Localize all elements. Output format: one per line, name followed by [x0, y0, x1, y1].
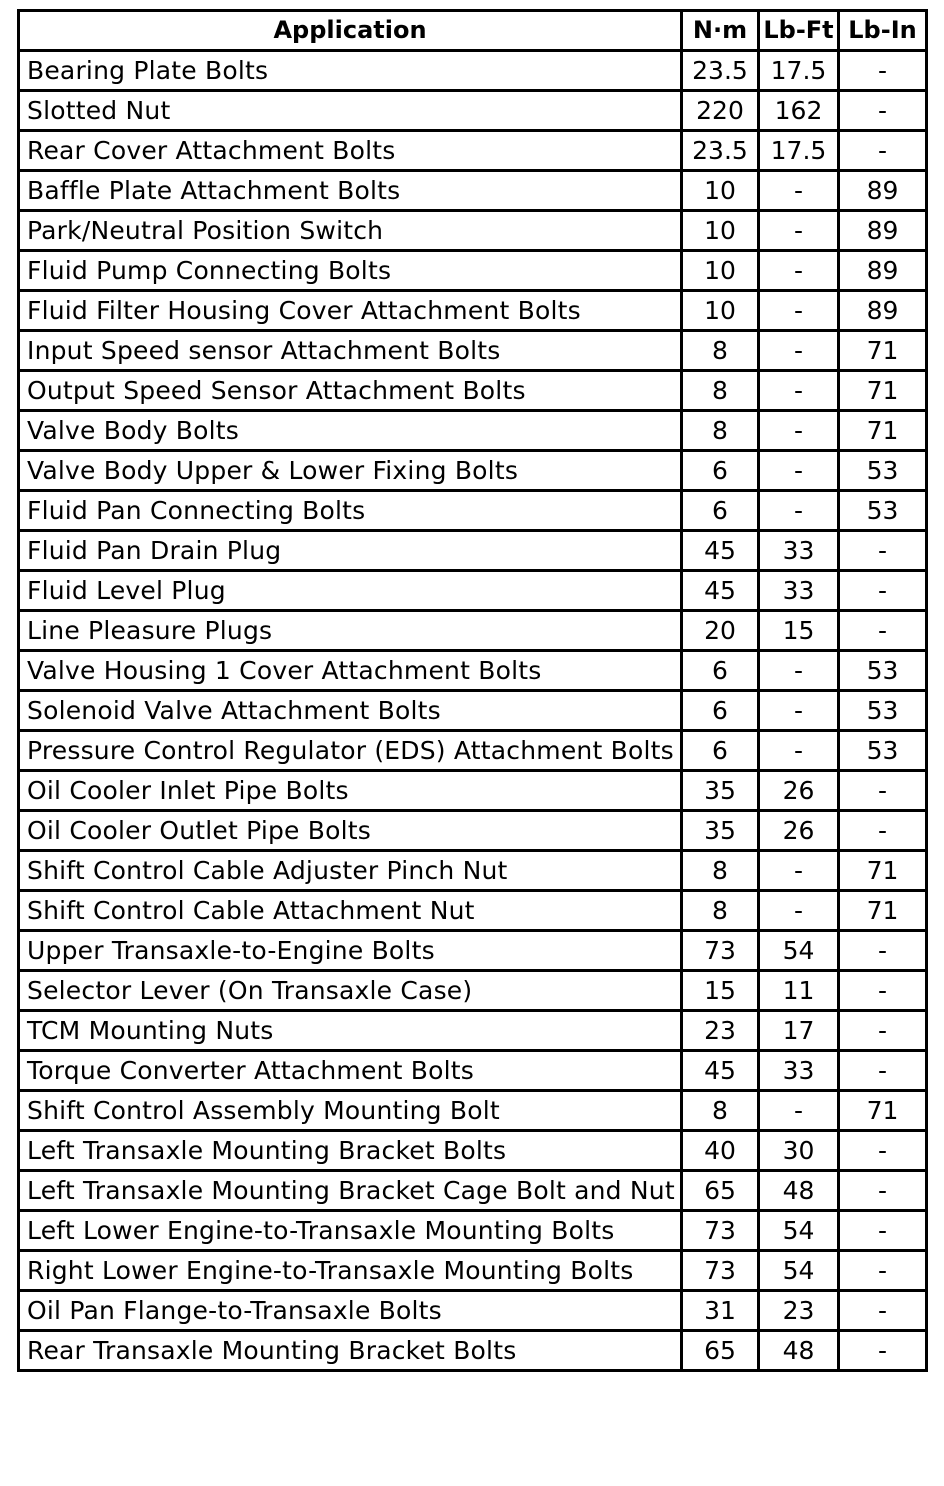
cell-lbin: -: [839, 1051, 927, 1091]
cell-application: Fluid Filter Housing Cover Attachment Bolts: [19, 291, 682, 331]
cell-nm: 10: [682, 251, 759, 291]
table-row: [19, 491, 927, 531]
cell-lbft: 17: [759, 1011, 839, 1051]
cell-application: Baffle Plate Attachment Bolts: [19, 171, 682, 211]
cell-application: Oil Pan Flange-to-Transaxle Bolts: [19, 1291, 682, 1331]
cell-lbin: -: [839, 931, 927, 971]
table-row: [19, 771, 927, 811]
cell-application: Selector Lever (On Transaxle Case): [19, 971, 682, 1011]
table-row: [19, 451, 927, 491]
cell-nm: 8: [682, 371, 759, 411]
cell-application: Solenoid Valve Attachment Bolts: [19, 691, 682, 731]
table-row: [19, 411, 927, 451]
table-row: [19, 331, 927, 371]
cell-lbft: -: [759, 691, 839, 731]
cell-lbft: 54: [759, 1251, 839, 1291]
table-row: [19, 1131, 927, 1171]
cell-application: Valve Body Upper & Lower Fixing Bolts: [19, 451, 682, 491]
cell-application: Upper Transaxle-to-Engine Bolts: [19, 931, 682, 971]
table-row: [19, 1091, 927, 1131]
cell-lbin: 89: [839, 171, 927, 211]
cell-lbin: -: [839, 51, 927, 91]
cell-lbft: -: [759, 851, 839, 891]
cell-lbft: 17.5: [759, 131, 839, 171]
cell-lbin: -: [839, 131, 927, 171]
table-row: [19, 971, 927, 1011]
cell-application: Left Lower Engine-to-Transaxle Mounting Bolts: [19, 1211, 682, 1251]
table-row: [19, 691, 927, 731]
cell-nm: 40: [682, 1131, 759, 1171]
cell-nm: 10: [682, 211, 759, 251]
cell-lbft: 11: [759, 971, 839, 1011]
cell-nm: 6: [682, 491, 759, 531]
cell-lbin: -: [839, 1131, 927, 1171]
cell-lbft: -: [759, 891, 839, 931]
cell-application: Bearing Plate Bolts: [19, 51, 682, 91]
cell-nm: 8: [682, 411, 759, 451]
table-row: [19, 131, 927, 171]
cell-nm: 6: [682, 651, 759, 691]
cell-application: Input Speed sensor Attachment Bolts: [19, 331, 682, 371]
cell-lbin: 53: [839, 451, 927, 491]
table-row: [19, 1251, 927, 1291]
cell-application: Left Transaxle Mounting Bracket Cage Bolt and Nut: [19, 1171, 682, 1211]
cell-lbft: -: [759, 331, 839, 371]
cell-lbft: 48: [759, 1331, 839, 1371]
cell-application: Valve Housing 1 Cover Attachment Bolts: [19, 651, 682, 691]
cell-nm: 6: [682, 451, 759, 491]
table-header: [19, 11, 927, 51]
cell-lbft: 26: [759, 811, 839, 851]
cell-application: TCM Mounting Nuts: [19, 1011, 682, 1051]
table-row: [19, 371, 927, 411]
cell-application: Oil Cooler Inlet Pipe Bolts: [19, 771, 682, 811]
cell-lbft: 15: [759, 611, 839, 651]
table-row: [19, 1331, 927, 1371]
table-row: [19, 1011, 927, 1051]
cell-nm: 65: [682, 1331, 759, 1371]
cell-lbin: 71: [839, 411, 927, 451]
cell-application: Fluid Pan Connecting Bolts: [19, 491, 682, 531]
cell-nm: 45: [682, 531, 759, 571]
cell-application: Fluid Level Plug: [19, 571, 682, 611]
cell-application: Rear Transaxle Mounting Bracket Bolts: [19, 1331, 682, 1371]
cell-lbft: -: [759, 251, 839, 291]
cell-lbin: -: [839, 1291, 927, 1331]
cell-application: Rear Cover Attachment Bolts: [19, 131, 682, 171]
cell-nm: 20: [682, 611, 759, 651]
header-lbft: Lb-Ft: [759, 11, 839, 51]
cell-lbin: -: [839, 571, 927, 611]
cell-lbin: -: [839, 531, 927, 571]
cell-lbin: 53: [839, 731, 927, 771]
cell-nm: 73: [682, 1211, 759, 1251]
cell-nm: 8: [682, 851, 759, 891]
cell-lbin: 53: [839, 651, 927, 691]
header-nm: N·m: [682, 11, 759, 51]
cell-lbin: 53: [839, 691, 927, 731]
cell-nm: 8: [682, 331, 759, 371]
cell-lbin: -: [839, 1211, 927, 1251]
cell-lbft: -: [759, 451, 839, 491]
cell-lbin: 89: [839, 291, 927, 331]
cell-lbft: 30: [759, 1131, 839, 1171]
cell-nm: 15: [682, 971, 759, 1011]
cell-lbin: 89: [839, 211, 927, 251]
cell-lbin: -: [839, 1331, 927, 1371]
cell-lbft: 26: [759, 771, 839, 811]
header-lbin: Lb-In: [839, 11, 927, 51]
cell-lbft: 54: [759, 931, 839, 971]
cell-application: Pressure Control Regulator (EDS) Attachment Bolts: [19, 731, 682, 771]
cell-lbft: -: [759, 651, 839, 691]
cell-lbin: -: [839, 611, 927, 651]
cell-nm: 73: [682, 1251, 759, 1291]
table-row: [19, 531, 927, 571]
header-row: [19, 11, 927, 51]
cell-nm: 10: [682, 171, 759, 211]
cell-lbft: -: [759, 731, 839, 771]
cell-lbin: 71: [839, 851, 927, 891]
cell-lbin: 71: [839, 891, 927, 931]
cell-nm: 23.5: [682, 51, 759, 91]
cell-application: Line Pleasure Plugs: [19, 611, 682, 651]
table-row: [19, 571, 927, 611]
table-row: [19, 171, 927, 211]
cell-application: Park/Neutral Position Switch: [19, 211, 682, 251]
table-body: [19, 51, 927, 1371]
cell-lbft: 17.5: [759, 51, 839, 91]
table-row: [19, 1051, 927, 1091]
cell-application: Torque Converter Attachment Bolts: [19, 1051, 682, 1091]
cell-lbft: 162: [759, 91, 839, 131]
cell-lbin: -: [839, 771, 927, 811]
cell-lbft: 54: [759, 1211, 839, 1251]
cell-lbft: 33: [759, 571, 839, 611]
cell-lbft: -: [759, 371, 839, 411]
cell-lbin: 71: [839, 371, 927, 411]
cell-nm: 6: [682, 691, 759, 731]
table-row: [19, 1171, 927, 1211]
table-row: [19, 251, 927, 291]
table-row: [19, 611, 927, 651]
cell-lbin: 71: [839, 1091, 927, 1131]
cell-nm: 23: [682, 1011, 759, 1051]
cell-lbft: -: [759, 491, 839, 531]
table-row: [19, 1291, 927, 1331]
cell-application: Valve Body Bolts: [19, 411, 682, 451]
table-row: [19, 851, 927, 891]
cell-lbft: -: [759, 1091, 839, 1131]
cell-lbft: 33: [759, 1051, 839, 1091]
cell-application: Shift Control Assembly Mounting Bolt: [19, 1091, 682, 1131]
cell-lbin: -: [839, 971, 927, 1011]
cell-lbft: 33: [759, 531, 839, 571]
cell-nm: 31: [682, 1291, 759, 1331]
cell-application: Left Transaxle Mounting Bracket Bolts: [19, 1131, 682, 1171]
cell-nm: 35: [682, 771, 759, 811]
header-application: Application: [19, 11, 682, 51]
table-row: [19, 1211, 927, 1251]
cell-lbin: -: [839, 811, 927, 851]
cell-nm: 23.5: [682, 131, 759, 171]
table-row: [19, 731, 927, 771]
cell-nm: 8: [682, 891, 759, 931]
cell-lbin: -: [839, 1171, 927, 1211]
cell-lbin: 53: [839, 491, 927, 531]
cell-nm: 65: [682, 1171, 759, 1211]
cell-lbin: 89: [839, 251, 927, 291]
cell-lbft: -: [759, 291, 839, 331]
table-row: [19, 291, 927, 331]
torque-spec-table: [17, 9, 928, 1372]
cell-nm: 45: [682, 571, 759, 611]
cell-lbin: -: [839, 1011, 927, 1051]
cell-lbft: -: [759, 211, 839, 251]
cell-nm: 8: [682, 1091, 759, 1131]
cell-lbin: -: [839, 91, 927, 131]
cell-application: Oil Cooler Outlet Pipe Bolts: [19, 811, 682, 851]
cell-application: Output Speed Sensor Attachment Bolts: [19, 371, 682, 411]
cell-application: Fluid Pump Connecting Bolts: [19, 251, 682, 291]
table-row: [19, 931, 927, 971]
cell-nm: 35: [682, 811, 759, 851]
table-row: [19, 91, 927, 131]
cell-lbft: 48: [759, 1171, 839, 1211]
cell-application: Shift Control Cable Attachment Nut: [19, 891, 682, 931]
cell-application: Slotted Nut: [19, 91, 682, 131]
cell-application: Fluid Pan Drain Plug: [19, 531, 682, 571]
cell-nm: 220: [682, 91, 759, 131]
cell-application: Shift Control Cable Adjuster Pinch Nut: [19, 851, 682, 891]
table-row: [19, 651, 927, 691]
table-row: [19, 891, 927, 931]
cell-lbft: 23: [759, 1291, 839, 1331]
table-row: [19, 811, 927, 851]
cell-nm: 45: [682, 1051, 759, 1091]
cell-nm: 10: [682, 291, 759, 331]
table-row: [19, 211, 927, 251]
cell-nm: 73: [682, 931, 759, 971]
table-row: [19, 51, 927, 91]
cell-lbft: -: [759, 411, 839, 451]
cell-lbft: -: [759, 171, 839, 211]
cell-application: Right Lower Engine-to-Transaxle Mounting Bolts: [19, 1251, 682, 1291]
cell-nm: 6: [682, 731, 759, 771]
cell-lbin: -: [839, 1251, 927, 1291]
cell-lbin: 71: [839, 331, 927, 371]
